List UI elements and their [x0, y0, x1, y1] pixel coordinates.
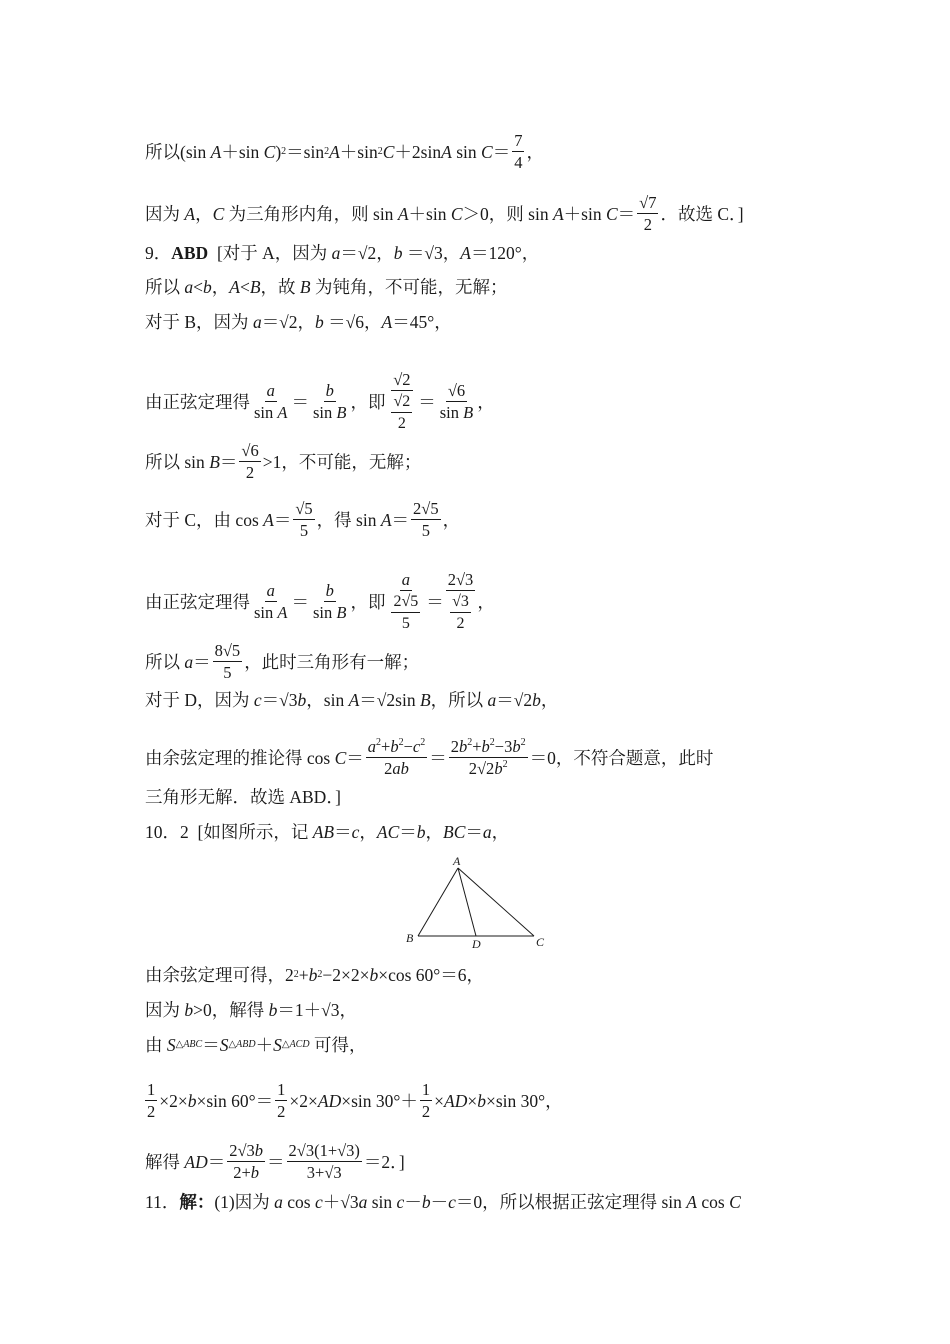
line-6: 由正弦定理得 $\frac{a}{\text{sin A}}$ ＝ $\frac{b}{\text{sin B}}$ ，即 $\frac{√2}{\frac{√2}{2}}$ ＝ $\frac{√6}{\text{sin B}}$ ，	[145, 370, 495, 432]
line-4: 所以 a < b ， A < B ，故 B 为钝角，不可能，无解；	[145, 277, 508, 297]
line-9: 由正弦定理得 $\frac{a}{\text{sin A}}$ ＝ $\frac{b}{\text{sin B}}$ ，即 $\frac{a}{\frac{2√5}{5}}$ ＝ $\frac{2√3}{\frac{√3}{2}}$ ，	[145, 570, 495, 632]
line-7: 所以 sin B ＝ $\frac{√6}{2}$ >1，不可能，无解；	[145, 441, 422, 482]
fraction: $\frac{√6}{2}$	[241, 441, 259, 482]
label-a: A	[453, 854, 461, 868]
edge-ad	[458, 868, 476, 936]
line-13: 三角形无解．故选 ABD．]	[145, 787, 341, 807]
fraction: $\frac{b}{\text{sin B}}$	[312, 581, 347, 622]
line-10: 所以 a ＝ $\frac{8√5}{5}$ ，此时三角形有一解；	[145, 641, 420, 682]
fraction: $\frac{8√5}{5}$	[214, 641, 241, 682]
line-14: 10．2 [如图所示，记 AB ＝ c ， AC ＝ b ， BC ＝ a ，	[145, 822, 510, 842]
line-11: 对于 D，因为 c ＝√3 b ，sin A ＝√2sin B ，所以 a ＝√2 b ，	[145, 690, 559, 710]
fraction: $\frac{2√5}{5}$	[413, 499, 439, 540]
fraction: $\frac{1}{2}$	[147, 1080, 156, 1121]
edge-ab	[418, 868, 458, 936]
line-17: 由 S △ABC ＝ S △ABD ＋ S △ACD 可得，	[145, 1035, 367, 1055]
line-12: 由余弦定理的推论得 cos C ＝ $\frac{a^2+b^2-c^2}{2ab}$ ＝ $\frac{2b^2+b^2-3b^2}{2√2b^2}$ ＝0，不符合题意，此时	[145, 737, 714, 778]
fraction: $\frac{√6}{\text{sin B}}$	[439, 381, 474, 422]
fraction: $\frac{√2}{\frac{√2}{2}}$	[393, 370, 411, 432]
fraction: $\frac{√5}{5}$	[295, 499, 313, 540]
fraction: $\frac{1}{2}$	[277, 1080, 286, 1121]
label-d: D	[472, 937, 481, 951]
triangle-figure	[398, 852, 558, 952]
line-2: 因为 A ， C 为三角形内角，则 sin A ＋sin C ＞0，则 sin A ＋sin C ＝ $\frac{√7}{2}$ ．故选 C．]	[145, 193, 744, 234]
line-16: 因为 b >0，解得 b ＝1＋√3，	[145, 1000, 357, 1020]
line-15: 由余弦定理可得，2 2 + b 2 −2×2× b ×cos 60°＝6，	[145, 965, 485, 985]
fraction: $\frac{1}{2}$	[421, 1080, 431, 1121]
fraction: $\frac{7}{4}$	[514, 131, 523, 172]
fraction: $\frac{2b^2+b^2-3b^2}{2√2b^2}$	[450, 737, 526, 778]
fraction: $\frac{a^2+b^2-c^2}{2ab}$	[367, 737, 426, 778]
line-8: 对于 C，由 cos A ＝ $\frac{√5}{5}$ ，得 sin A ＝ $\frac{2√5}{5}$ ，	[145, 499, 461, 540]
fraction: $\frac{2√3}{\frac{√3}{2}}$	[447, 570, 474, 632]
label-b: B	[406, 931, 414, 945]
line-3: 9． ABD [对于 A，因为 a ＝√2， b ＝√3， A ＝120°，	[145, 243, 540, 263]
fraction: $\frac{2√3(1+√3)}{3+√3}$	[288, 1141, 360, 1182]
fraction: $\frac{a}{\frac{2√5}{5}}$	[393, 570, 419, 632]
fraction: $\frac{a}{\text{sin A}}$	[254, 381, 288, 422]
fraction: $\frac{b}{\text{sin B}}$	[312, 381, 347, 422]
fraction: $\frac{2√3b}{2+b}$	[229, 1141, 264, 1182]
edge-ac	[458, 868, 534, 936]
line-18: $\frac{1}{2}$ ×2× b ×sin 60°＝ $\frac{1}{2}$ ×2× AD ×sin 30°＋ $\frac{1}{2}$ × AD × b ×sin 30°，	[147, 1080, 563, 1121]
fraction: $\frac{a}{\text{sin A}}$	[254, 581, 288, 622]
line-5: 对于 B，因为 a ＝√2， b ＝√6， A ＝45°，	[145, 312, 452, 332]
line-19: 解得 AD ＝ $\frac{2√3b}{2+b}$ ＝ $\frac{2√3(1+√3)}{3+√3}$ ＝2．]	[145, 1141, 405, 1182]
line-1: 所以(sin A ＋sin C ) 2 ＝sin 2 A ＋sin 2 C ＋2sin A sin C ＝ $\frac{7}{4}$ ，	[145, 131, 544, 172]
label-c: C	[536, 935, 545, 949]
line-20: 11． 解： (1)因为 a cos c ＋√3 a sin c － b － c ＝0，所以根据正弦定理得 sin A cos C	[145, 1192, 741, 1212]
fraction: $\frac{√7}{2}$	[639, 193, 657, 234]
